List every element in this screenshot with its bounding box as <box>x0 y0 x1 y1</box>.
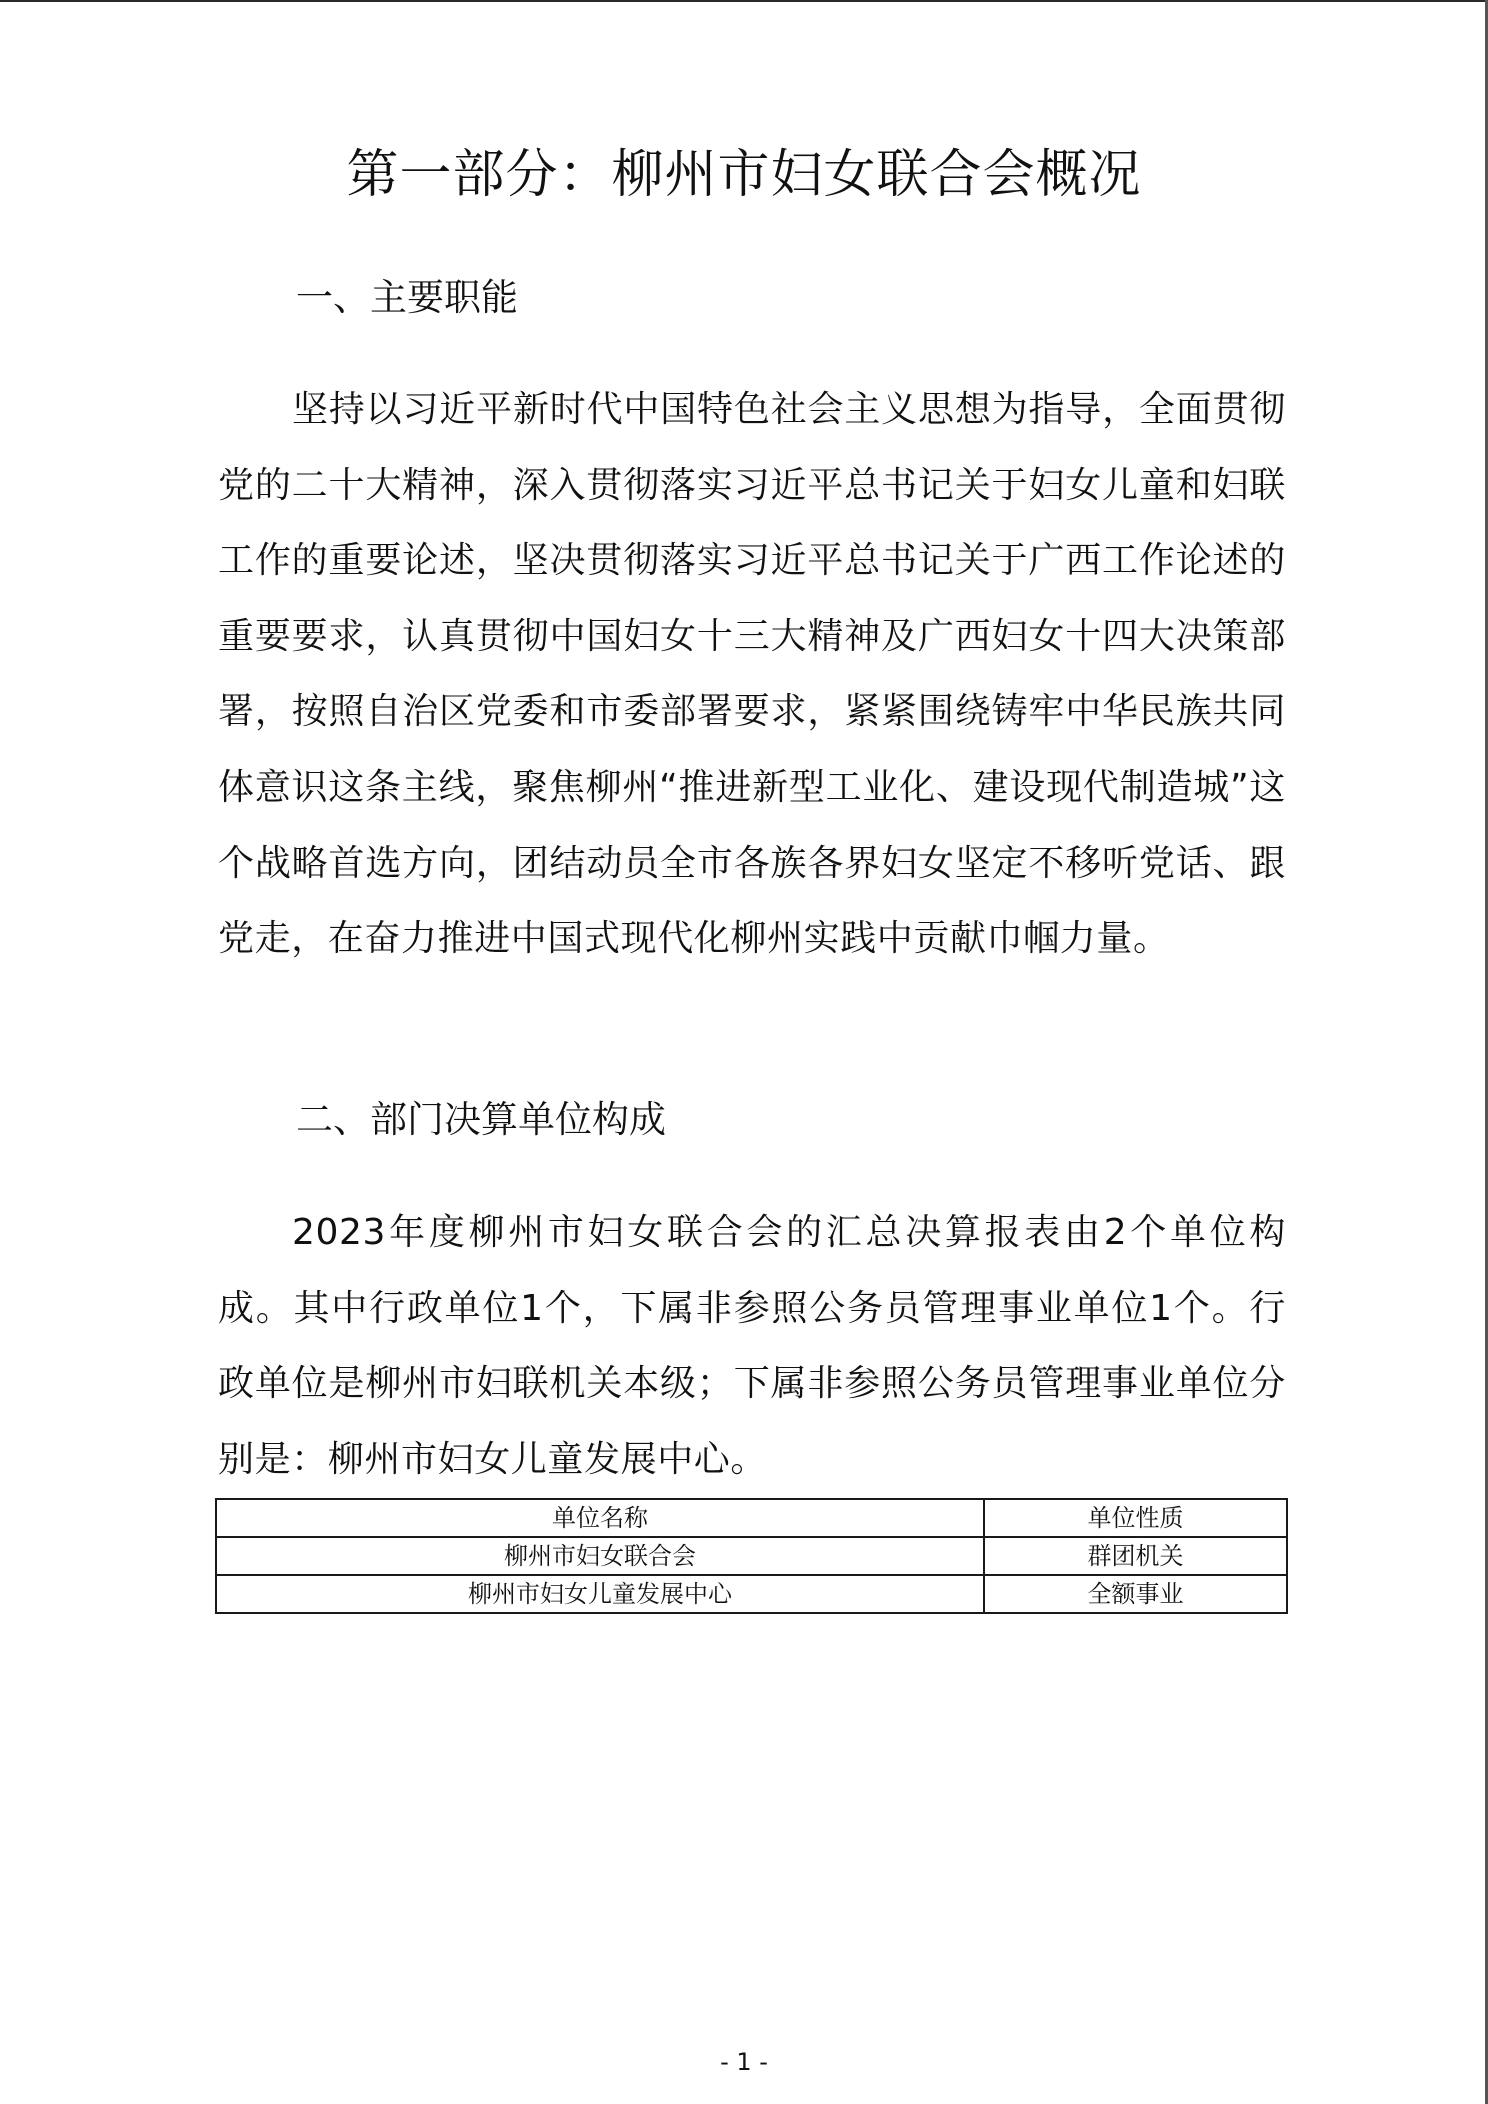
table-row <box>216 1537 1287 1575</box>
table-header-unit-nature: 单位性质 <box>984 1499 1287 1537</box>
table-header-row <box>216 1499 1287 1537</box>
section-heading-unit-composition: 二、部门决算单位构成 <box>296 1098 666 1141</box>
table-cell-unit-nature: 群团机关 <box>984 1537 1287 1575</box>
paragraph-unit-composition: 2023年度柳州市妇女联合会的汇总决算报表由2个单位构成。其中行政单位1个，下属非参照公务员管理事业单位1个。行政单位是柳州市妇联机关本级；下属非参照公务员管理事业单位分别是：柳州市妇女儿童发展中心。 <box>218 1212 1286 1480</box>
table-cell-unit-nature: 全额事业 <box>984 1575 1287 1613</box>
section-heading-main-functions: 一、主要职能 <box>296 276 518 319</box>
paragraph-main-functions: 坚持以习近平新时代中国特色社会主义思想为指导，全面贯彻党的二十大精神，深入贯彻落实习近平总书记关于妇女儿童和妇联工作的重要论述，坚决贯彻落实习近平总书记关于广西工作论述的重要要求，认真贯彻中国妇女十三大精神及广西妇女十四大决策部署，按照自治区党委和市委部署要求，紧紧围绕铸牢中华民族共同体意识这条主线，聚焦柳州“推进新型工业化、建设现代制造城”这个战略首选方向，团结动员全市各族各界妇女坚定不移听党话、跟党走，在奋力推进中国式现代化柳州实践中贡献巾帼力量。 <box>218 389 1286 960</box>
table-header-unit-name: 单位名称 <box>216 1499 984 1537</box>
page-title: 第一部分：柳州市妇女联合会概况 <box>346 145 1142 205</box>
table-cell-unit-name: 柳州市妇女儿童发展中心 <box>216 1575 984 1613</box>
page-number: - 1 - <box>720 2048 768 2076</box>
table-cell-unit-name: 柳州市妇女联合会 <box>216 1537 984 1575</box>
page-top-border <box>0 0 1488 2</box>
unit-table <box>215 1498 1288 1614</box>
table-row <box>216 1575 1287 1613</box>
